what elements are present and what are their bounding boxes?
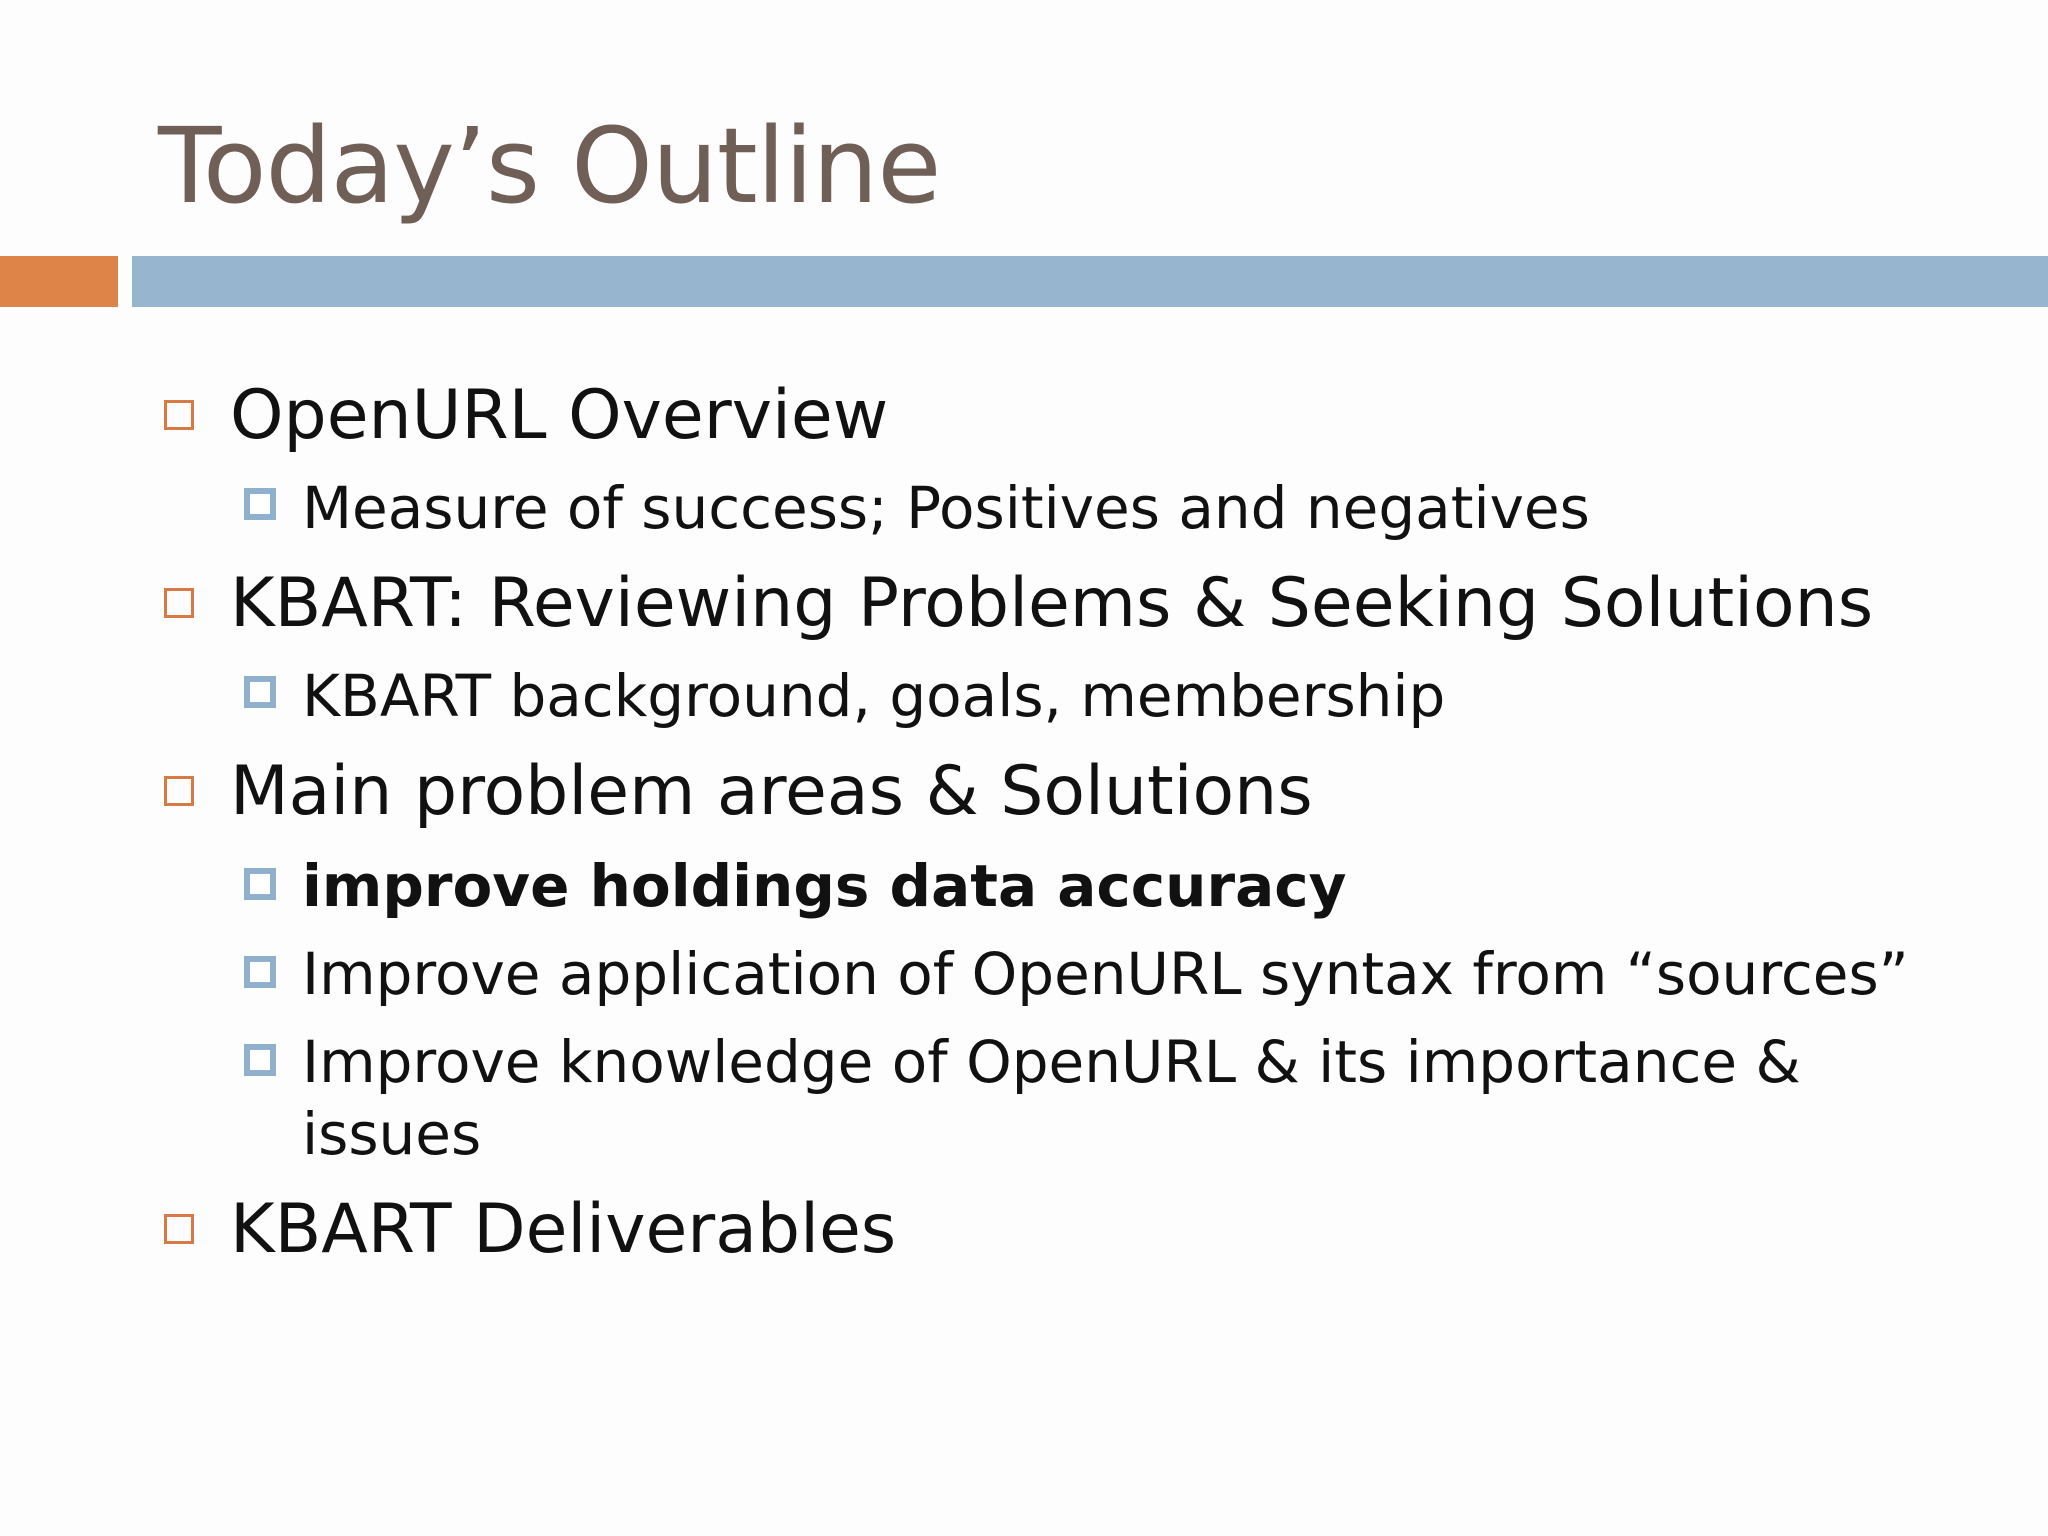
subbullet-item-openurl-syntax: Improve application of OpenURL syntax from “sources” [302,940,1909,1008]
subbullet-item-openurl-knowledge: Improve knowledge of OpenURL & its importance & issues [302,1028,1801,1168]
slide-title: Today’s Outline [158,105,941,227]
hollow-square-icon [164,1214,194,1244]
bullet-item-openurl-overview: OpenURL Overview [230,376,889,455]
subbullet-item-holdings-accuracy: improve holdings data accuracy [302,852,1347,920]
hollow-square-icon [164,400,194,430]
blue-square-icon [244,868,276,900]
hollow-square-icon [164,588,194,618]
blue-square-icon [244,956,276,988]
blue-square-icon [244,488,276,520]
subbullet-item-kbart-background: KBART background, goals, membership [302,662,1446,730]
hollow-square-icon [164,776,194,806]
subbullet-item-measure-of-success: Measure of success; Positives and negatives [302,474,1590,542]
bullet-item-kbart-reviewing: KBART: Reviewing Problems & Seeking Solutions [230,564,1874,643]
blue-square-icon [244,1044,276,1076]
blue-square-icon [244,676,276,708]
bullet-item-main-problem-areas: Main problem areas & Solutions [230,752,1313,831]
bullet-item-kbart-deliverables: KBART Deliverables [230,1190,897,1269]
